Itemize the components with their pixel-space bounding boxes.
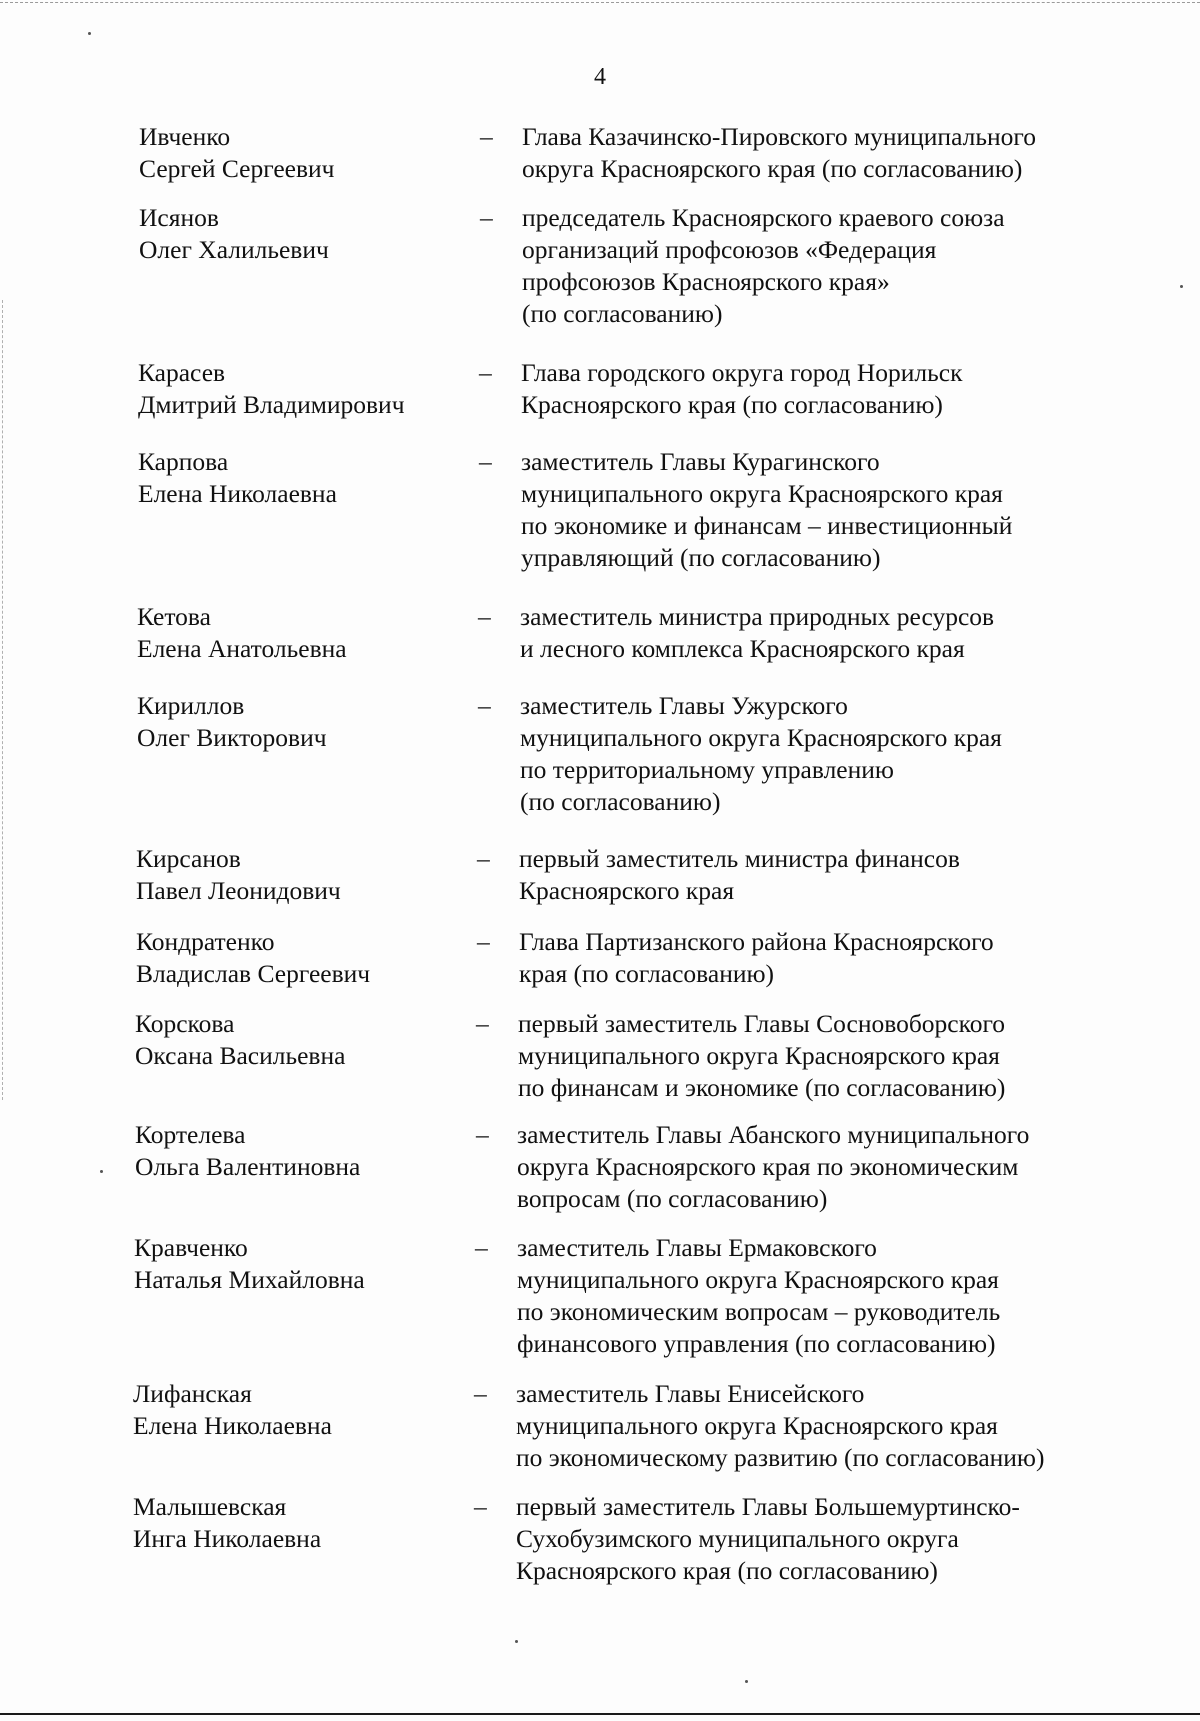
member-position-line: Сухобузимского муниципального округа bbox=[516, 1524, 959, 1553]
scan-speck bbox=[88, 32, 91, 35]
member-dash: – bbox=[474, 1492, 487, 1521]
member-position bbox=[519, 926, 1139, 990]
member-position-line: Глава городского округа город Норильск bbox=[521, 358, 963, 387]
member-surname: Карпова bbox=[138, 447, 229, 476]
member-given-names: Елена Николаевна bbox=[138, 479, 337, 508]
member-surname: Кирсанов bbox=[136, 844, 241, 873]
member-position bbox=[520, 690, 1140, 818]
member-position bbox=[522, 121, 1142, 185]
scan-speck bbox=[515, 1640, 518, 1643]
member-dash: – bbox=[477, 844, 490, 873]
member-position-line: председатель Красноярского краевого союза bbox=[522, 203, 1005, 232]
member-name bbox=[139, 121, 479, 185]
member-position-line: заместитель министра природных ресурсов bbox=[520, 602, 995, 631]
member-position bbox=[518, 1008, 1138, 1104]
member-position bbox=[521, 357, 1141, 421]
member-name bbox=[133, 1491, 473, 1555]
member-position-line: первый заместитель Главы Большемуртинско- bbox=[516, 1492, 1020, 1521]
scan-speck bbox=[100, 1170, 103, 1173]
member-position-line: муниципального округа Красноярского края bbox=[517, 1265, 999, 1294]
member-surname: Кондратенко bbox=[136, 927, 275, 956]
member-surname: Лифанская bbox=[133, 1379, 252, 1408]
member-position-line: по территориальному управлению bbox=[520, 755, 894, 784]
member-surname: Кравченко bbox=[134, 1233, 248, 1262]
member-name bbox=[136, 926, 476, 990]
member-name bbox=[137, 601, 477, 665]
member-surname: Малышевская bbox=[133, 1492, 287, 1521]
member-given-names: Владислав Сергеевич bbox=[136, 959, 371, 988]
member-position bbox=[517, 1119, 1137, 1215]
member-position-line: и лесного комплекса Красноярского края bbox=[520, 634, 965, 663]
member-position-line: первый заместитель Главы Сосновоборского bbox=[518, 1009, 1006, 1038]
member-position bbox=[519, 843, 1139, 907]
member-given-names: Елена Анатольевна bbox=[137, 634, 347, 663]
member-name bbox=[138, 446, 478, 510]
member-position bbox=[517, 1232, 1137, 1360]
member-dash: – bbox=[478, 691, 491, 720]
member-dash: – bbox=[479, 358, 492, 387]
member-dash: – bbox=[477, 927, 490, 956]
member-position-line: вопросам (по согласованию) bbox=[517, 1184, 828, 1213]
member-surname: Ивченко bbox=[139, 122, 231, 151]
member-given-names: Елена Николаевна bbox=[133, 1411, 332, 1440]
member-position-line: заместитель Главы Ужурского bbox=[520, 691, 848, 720]
member-dash: – bbox=[476, 1009, 489, 1038]
member-given-names: Дмитрий Владимирович bbox=[138, 390, 405, 419]
member-position-line: муниципального округа Красноярского края bbox=[516, 1411, 998, 1440]
member-name bbox=[136, 843, 476, 907]
member-position-line: управляющий (по согласованию) bbox=[521, 543, 881, 572]
member-name bbox=[139, 202, 479, 266]
member-position bbox=[516, 1378, 1136, 1474]
member-position bbox=[522, 202, 1142, 330]
member-position-line: округа Красноярского края (по согласованию) bbox=[522, 154, 1023, 183]
member-given-names: Сергей Сергеевич bbox=[139, 154, 335, 183]
member-dash: – bbox=[479, 447, 492, 476]
member-position-line: первый заместитель министра финансов bbox=[519, 844, 960, 873]
member-dash: – bbox=[478, 602, 491, 631]
member-given-names: Олег Халильевич bbox=[139, 235, 329, 264]
member-position-line: по экономическому развитию (по согласованию) bbox=[516, 1443, 1045, 1472]
member-surname: Корскова bbox=[135, 1009, 235, 1038]
member-position-line: (по согласованию) bbox=[520, 787, 721, 816]
member-position-line: Глава Казачинско-Пировского муниципального bbox=[522, 122, 1036, 151]
member-position bbox=[520, 601, 1140, 665]
member-position bbox=[516, 1491, 1136, 1587]
member-position-line: края (по согласованию) bbox=[519, 959, 775, 988]
member-position-line: по экономике и финансам – инвестиционный bbox=[521, 511, 1013, 540]
member-name bbox=[138, 357, 478, 421]
member-position-line: муниципального округа Красноярского края bbox=[521, 479, 1003, 508]
member-dash: – bbox=[475, 1233, 488, 1262]
member-surname: Исянов bbox=[139, 203, 219, 232]
member-dash: – bbox=[474, 1379, 487, 1408]
member-name bbox=[135, 1008, 475, 1072]
member-position-line: Красноярского края (по согласованию) bbox=[521, 390, 943, 419]
member-surname: Кортелева bbox=[135, 1120, 246, 1149]
member-position-line: округа Красноярского края по экономическим bbox=[517, 1152, 1019, 1181]
member-name bbox=[134, 1232, 474, 1296]
member-given-names: Олег Викторович bbox=[137, 723, 327, 752]
member-name bbox=[137, 690, 477, 754]
scan-speck bbox=[745, 1680, 748, 1683]
member-surname: Карасев bbox=[138, 358, 226, 387]
member-position-line: по финансам и экономике (по согласованию) bbox=[518, 1073, 1006, 1102]
member-position-line: (по согласованию) bbox=[522, 299, 723, 328]
member-position-line: организаций профсоюзов «Федерация bbox=[522, 235, 937, 264]
member-position bbox=[521, 446, 1141, 574]
member-name bbox=[135, 1119, 475, 1183]
member-dash: – bbox=[480, 203, 493, 232]
member-position-line: муниципального округа Красноярского края bbox=[518, 1041, 1000, 1070]
member-position-line: муниципального округа Красноярского края bbox=[520, 723, 1002, 752]
member-position-line: финансового управления (по согласованию) bbox=[517, 1329, 996, 1358]
member-given-names: Оксана Васильевна bbox=[135, 1041, 346, 1070]
member-position-line: заместитель Главы Ермаковского bbox=[517, 1233, 877, 1262]
member-surname: Кетова bbox=[137, 602, 211, 631]
member-given-names: Ольга Валентиновна bbox=[135, 1152, 361, 1181]
member-position-line: Красноярского края (по согласованию) bbox=[516, 1556, 938, 1585]
member-position-line: Глава Партизанского района Красноярского bbox=[519, 927, 994, 956]
page-number: 4 bbox=[594, 64, 606, 90]
member-position-line: заместитель Главы Абанского муниципального bbox=[517, 1120, 1030, 1149]
member-position-line: заместитель Главы Енисейского bbox=[516, 1379, 865, 1408]
member-given-names: Павел Леонидович bbox=[136, 876, 341, 905]
member-position-line: заместитель Главы Курагинского bbox=[521, 447, 880, 476]
member-surname: Кириллов bbox=[137, 691, 245, 720]
member-dash: – bbox=[476, 1120, 489, 1149]
member-position-line: по экономическим вопросам – руководитель bbox=[517, 1297, 1001, 1326]
scan-speck bbox=[1180, 285, 1183, 288]
member-position-line: профсоюзов Красноярского края» bbox=[522, 267, 890, 296]
member-position-line: Красноярского края bbox=[519, 876, 735, 905]
member-given-names: Наталья Михайловна bbox=[134, 1265, 365, 1294]
member-name bbox=[133, 1378, 473, 1442]
member-given-names: Инга Николаевна bbox=[133, 1524, 322, 1553]
member-dash: – bbox=[480, 122, 493, 151]
